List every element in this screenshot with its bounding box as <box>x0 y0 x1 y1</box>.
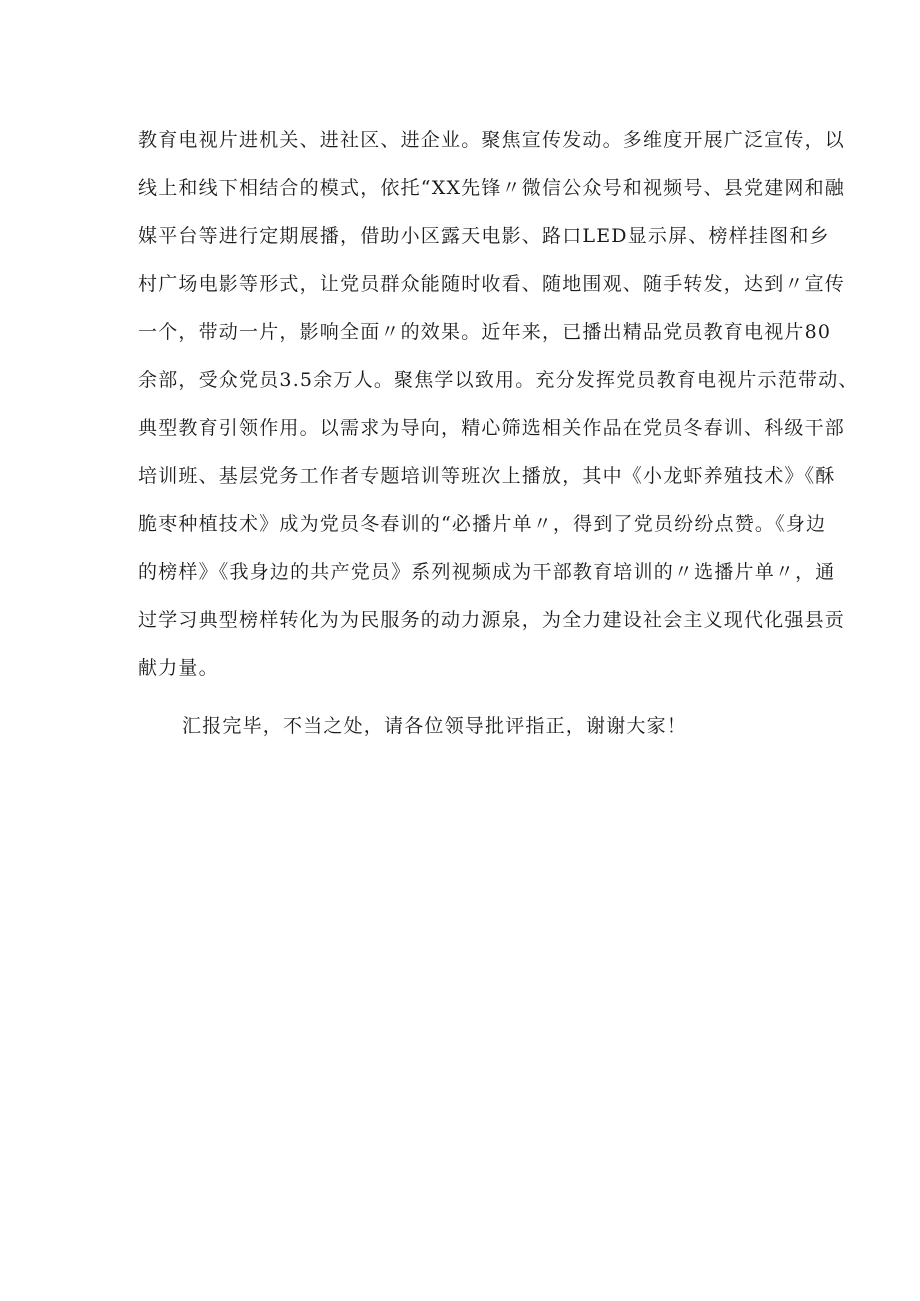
paragraph-line: 村广场电影等形式，让党员群众能随时收看、随地围观、随手转发，达到〃宣传 <box>138 273 846 295</box>
paragraph-line: 典型教育引领作用。以需求为导向，精心筛选相关作品在党员冬春训、科级干部 <box>138 417 846 439</box>
paragraph-line: 媒平台等进行定期展播，借助小区露天电影、路口LED显示屏、榜样挂图和乡 <box>138 225 830 247</box>
paragraph-line: 的榜样》《我身边的共产党员》系列视频成为干部教育培训的〃选播片单〃，通 <box>138 561 836 583</box>
paragraph-line: 脆枣种植技术》成为党员冬春训的“必播片单〃，得到了党员纷纷点赞。《身边 <box>138 513 827 535</box>
paragraph-line: 余部，受众党员3.5余万人。聚焦学以致用。充分发挥党员教育电视片示范带动、 <box>138 369 859 391</box>
paragraph-line: 教育电视片进机关、进社区、进企业。聚焦宣传发动。多维度开展广泛宣传，以 <box>138 129 846 151</box>
closing-remark: 汇报完毕，不当之处，请各位领导批评指正，谢谢大家！ <box>182 715 688 737</box>
body-paragraph <box>138 122 859 698</box>
paragraph-line: 献力量。 <box>138 657 219 679</box>
paragraph-line: 培训班、基层党务工作者专题培训等班次上播放，其中《小龙虾养殖技术》《酥 <box>138 465 836 487</box>
paragraph-line: 线上和线下相结合的模式，依托“XX先锋〃微信公众号和视频号、县党建网和融 <box>138 177 845 199</box>
paragraph-line: 一个，带动一片，影响全面〃的效果。近年来，已播出精品党员教育电视片80 <box>138 321 832 343</box>
paragraph-line: 过学习典型榜样转化为为民服务的动力源泉，为全力建设社会主义现代化强县贡 <box>138 609 846 631</box>
